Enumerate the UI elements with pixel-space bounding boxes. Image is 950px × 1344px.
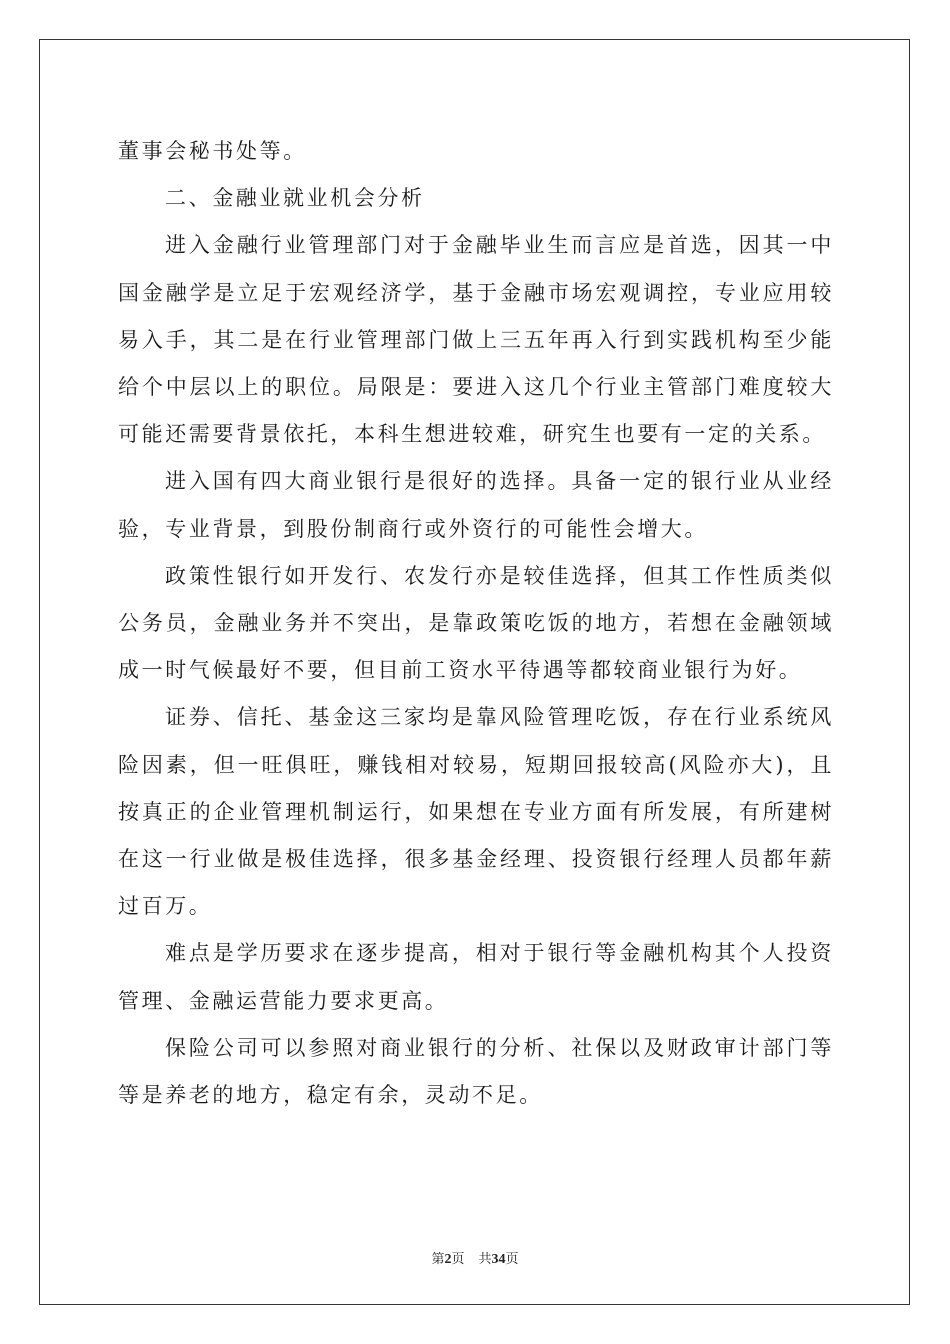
page-footer: [0, 1248, 950, 1268]
paragraph-4: 进入国有四大商业银行是很好的选择。具备一定的银行业从业经验，专业背景，到股份制商行或外资行的可能性会增大。: [118, 469, 834, 541]
paragraph-5: 政策性银行如开发行、农发行亦是较佳选择，但其工作性质类似公务员，金融业务并不突出，是靠政策吃饭的地方，若想在金融领域成一时气候最好不要，但目前工资水平待遇等都较商业银行为好。: [118, 563, 834, 683]
paragraph-3: 进入金融行业管理部门对于金融毕业生而言应是首选，因其一中国金融学是立足于宏观经济学，基于金融市场宏观调控，专业应用较易入手，其二是在行业管理部门做上三五年再入行到实践机构至少能给个中层以上的职位。局限是：要进入这几个行业主管部门难度较大可能还需要背景依托，本科生想进较难，研究生也要有一定的关系。: [118, 233, 834, 447]
total-pages: 34: [491, 1252, 506, 1267]
page-prefix: 第: [431, 1252, 445, 1267]
total-prefix: 共: [478, 1252, 492, 1267]
page-suffix: 页: [451, 1252, 465, 1267]
paragraph-6: 证券、信托、基金这三家均是靠风险管理吃饭，存在行业系统风险因素，但一旺俱旺，赚钱相对较易，短期回报较高(风险亦大)，且按真正的企业管理机制运行，如果想在专业方面有所发展，有所建树在这一行业做是极佳选择，很多基金经理、投资银行经理人员都年薪过百万。: [118, 705, 834, 919]
page-number: 2: [444, 1252, 452, 1267]
section-heading: 二、金融业就业机会分析: [165, 186, 425, 211]
total-suffix: 页: [505, 1252, 519, 1267]
document-body: [118, 128, 834, 1119]
paragraph-7: 难点是学历要求在逐步提高，相对于银行等金融机构其个人投资管理、金融运营能力要求更高。: [118, 941, 834, 1013]
paragraph-8: 保险公司可以参照对商业银行的分析、社保以及财政审计部门等等是养老的地方，稳定有余，灵动不足。: [118, 1035, 834, 1108]
paragraph-1: 董事会秘书处等。: [118, 139, 307, 163]
